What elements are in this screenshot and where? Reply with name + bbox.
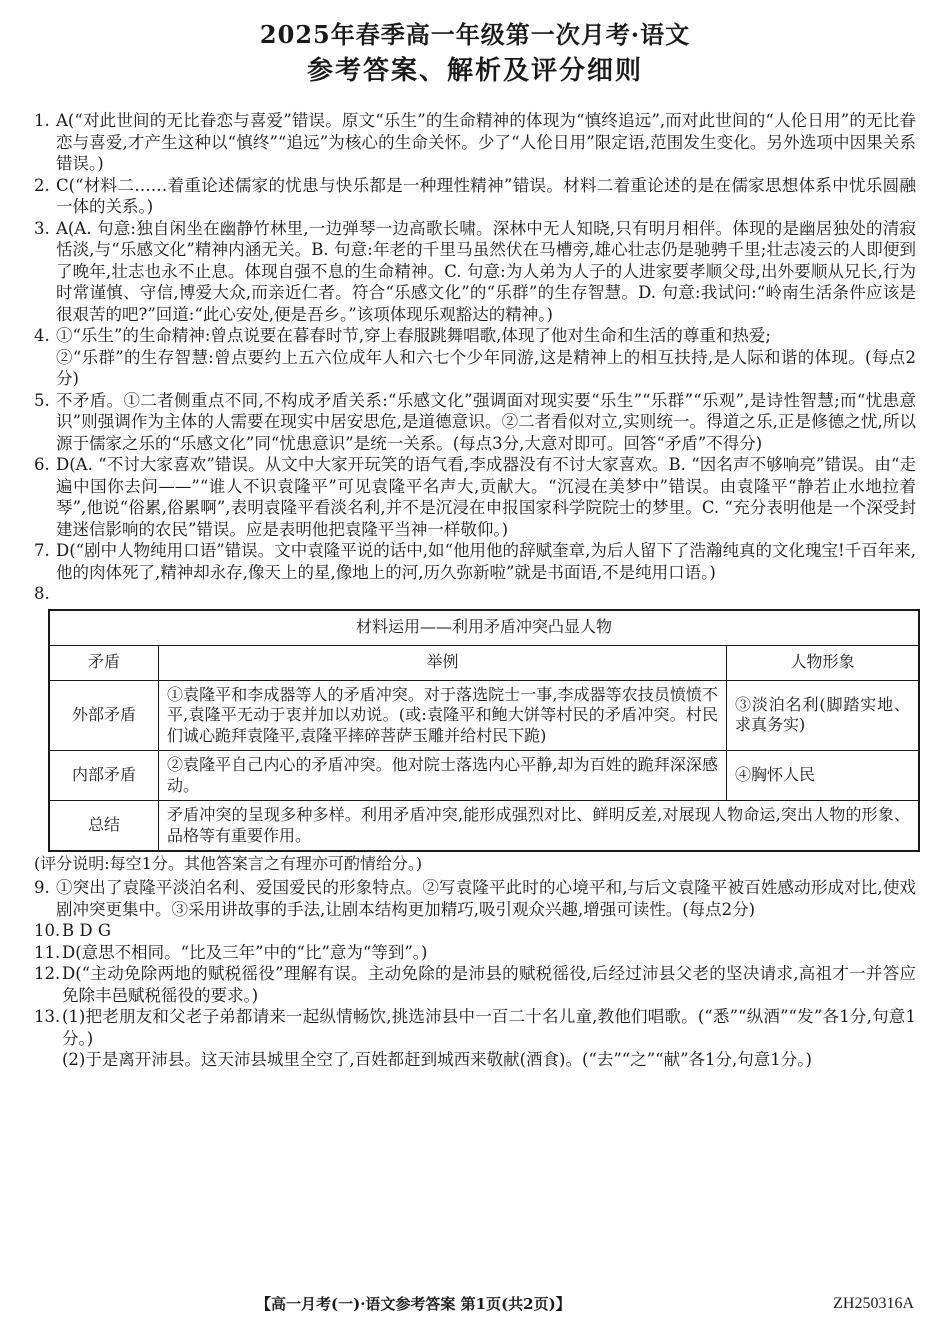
answer-text: A(A. 句意:独自闲坐在幽静竹林里,一边弹琴一边高歌长啸。深林中无人知晓,只有明月相伴。体现的是幽居独处的清寂恬淡,与“乐感文化”精神内涵无关。B. 句意:年老的千里马虽然伏在马槽旁,雄心壮志仍是驰骋千里;壮志凌云的人即便到了晚年,壮志也永不止息。体现自强不息的生命精神。C. 句意:为人弟为人子的人进家要孝顺父母,出外要顺从兄长,行为时常谨慎、守信,博爱大众,而亲近仁者。符合“乐感文化”的“乐群”的生存智慧。D. 句意:我试问:“岭南生活条件应该是很艰苦的吧?”回道:“此心安处,便是吾乡。”该项体现乐观豁达的精神。) (56, 218, 916, 324)
page-footer (0, 1294, 950, 1314)
answer-item-1 (34, 110, 916, 175)
answer-number: 6. (34, 455, 50, 474)
answer-number: 5. (34, 390, 50, 410)
answer-number: 8. (34, 584, 50, 603)
table-row (49, 751, 919, 801)
footer-exam-code: ZH250316A (833, 1295, 914, 1312)
table-row (49, 680, 919, 751)
table-header-image: 人物形象 (727, 645, 920, 680)
answer-text (62, 1006, 916, 1071)
answer-item-9 (34, 877, 916, 920)
answer-text: A(“对此世间的无比眷恋与喜爱”错误。原文“乐生”的生命精神的体现为“慎终追远”,而对此世间的“人伦日用”的无比眷恋与喜爱,才产生这种以“慎终”“追远”为核心的生命关怀。少了“人伦日用”限定语,范围发生变化。另外选项中因果关系错误。) (56, 111, 916, 173)
table-cell-summary: 矛盾冲突的呈现多种多样。利用矛盾冲突,能形成强烈对比、鲜明反差,对展现人物命运,突出人物的形象、品格等有重要作用。 (159, 801, 920, 852)
table-cell-example: ①袁隆平和李成器等人的矛盾冲突。对于落选院士一事,李成器等农技员愤愤不平,袁隆平无动于衷并加以劝说。(或:袁隆平和鲍大饼等村民的矛盾冲突。村民们诚心跪拜袁隆平,袁隆平摔碎菩萨玉雕并给村民下跪) (159, 680, 727, 751)
answer-item-11 (34, 942, 916, 964)
answer-number: 10. (34, 921, 61, 940)
answer-number: 11. (34, 942, 61, 962)
answer-text: D(“剧中人物纯用口语”错误。文中袁隆平说的话中,如“他用他的辞赋奎章,为后人留下了浩瀚纯真的文化瑰宝!千百年来,他的肉体死了,精神却永存,像天上的星,像地上的河,历久弥新啦”就是书面语,不是纯用口语。) (56, 541, 916, 582)
answer-table-q8 (48, 609, 920, 853)
answer-text: C(“材料二……着重论述儒家的忧患与快乐都是一种理性精神”错误。材料二着重论述的是在儒家思想体系中忧乐圆融一体的关系。) (56, 175, 916, 216)
answer-number: 4. (34, 326, 50, 345)
answer-number: 7. (34, 541, 50, 560)
scoring-note: (评分说明:每空1分。其他答案言之有理亦可酌情给分。) (34, 854, 423, 873)
answer-point-1: (1)把老朋友和父老子弟都请来一起纵情畅饮,挑选沛县中一百二十名儿童,教他们唱歌。(“悉”“纵酒”“发”各1分,句意1分。) (62, 1007, 916, 1048)
answer-item-8 (34, 583, 916, 605)
answer-item-4 (34, 325, 916, 390)
answer-item-3 (34, 218, 916, 326)
answer-text (56, 325, 916, 390)
footer-page-info: 【高一月考(一)·语文参考答案 第1页(共2页)】 (256, 1295, 571, 1313)
answer-point-1: ①“乐生”的生命精神:曾点说要在暮春时节,穿上春服跳舞唱歌,体现了他对生命和生活的尊重和热爱; (56, 326, 771, 345)
table-cell-example: ②袁隆平自己内心的矛盾冲突。他对院士落选内心平静,却为百姓的跪拜深深感动。 (159, 751, 727, 801)
answer-text: D(意思不相同。“比及三年”中的“比”意为“等到”。) (62, 942, 428, 962)
table-row (49, 801, 919, 852)
answer-item-7 (34, 540, 916, 583)
answer-text: ①突出了袁隆平淡泊名利、爱国爱民的形象特点。②写袁隆平此时的心境平和,与后文袁隆平被百姓感动形成对比,使戏剧冲突更集中。③采用讲故事的手法,让剧本结构更加精巧,吸引观众兴趣,增强可读性。(每点2分) (56, 878, 916, 919)
answer-text: D(A. “不讨大家喜欢”错误。从文中大家开玩笑的语气看,李成器没有不讨大家喜欢。B. “因名声不够响亮”错误。由“走遍中国你去问——”“谁人不识袁隆平”可见袁隆平名声大,贡献大。“沉浸在美梦中”错误。由袁隆平“静若止水地拉着琴”,他说“俗累,俗累啊”,表明袁隆平看淡名利,并不是沉浸在申报国家科学院院士的梦里。C. “充分表明他是一个深受封建迷信影响的农民”错误。应是表明他把袁隆平当神一样敬仰。) (56, 455, 916, 539)
answer-item-2 (34, 175, 916, 218)
table-cell-type: 总结 (49, 801, 159, 852)
answer-item-12 (34, 963, 916, 1006)
answer-text: 不矛盾。①二者侧重点不同,不构成矛盾关系:“乐感文化”强调面对现实要“乐生”“乐群”“乐观”,是诗性智慧;而“忧患意识”则强调作为主体的人需要在现实中居安思危,是道德意识。②二者看似对立,实则统一。得道之乐,正是修德之忧,所以源于儒家之乐的“乐感文化”同“忧患意识”是统一关系。(每点3分,大意对即可。回答“矛盾”不得分) (56, 390, 916, 453)
answer-item-5 (34, 390, 916, 455)
answer-number: 9. (34, 878, 50, 897)
answer-number: 13. (34, 1007, 61, 1026)
table-header-conflict: 矛盾 (49, 645, 159, 680)
table-cell-image: ④胸怀人民 (727, 751, 920, 801)
answer-point-2: (2)于是离开沛县。这天沛县城里全空了,百姓都赶到城西来敬献(酒食)。(“去”“之”“献”各1分,句意1分。) (62, 1050, 812, 1069)
answer-item-13 (34, 1006, 916, 1071)
answer-text: D(“主动免除两地的赋税徭役”理解有误。主动免除的是沛县的赋税徭役,后经过沛县父老的坚决请求,高祖才一并答应免除丰邑赋税徭役的要求。) (62, 964, 916, 1005)
answer-number: 2. (34, 175, 50, 195)
table-header-example: 举例 (159, 645, 727, 680)
answer-number: 1. (34, 111, 50, 130)
answer-item-6 (34, 454, 916, 540)
page-subtitle: 参考答案、解析及评分细则 (306, 56, 643, 86)
answer-number: 3. (34, 218, 50, 238)
answer-text: B D G (62, 921, 112, 940)
answer-item-10 (34, 920, 916, 942)
table-cell-image: ③淡泊名利(脚踏实地、求真务实) (727, 680, 920, 751)
table-cell-type: 内部矛盾 (49, 751, 159, 801)
answer-number: 12. (34, 964, 61, 983)
answer-point-2: ②“乐群”的生存智慧:曾点要约上五六位成年人和六七个少年同游,这是精神上的相互扶持,是人际和谐的体现。(每点2分) (56, 347, 916, 388)
table-caption: 材料运用——利用矛盾冲突凸显人物 (49, 610, 919, 646)
table-cell-type: 外部矛盾 (49, 680, 159, 751)
page-title: 2025年春季高一年级第一次月考·语文 (259, 20, 691, 49)
